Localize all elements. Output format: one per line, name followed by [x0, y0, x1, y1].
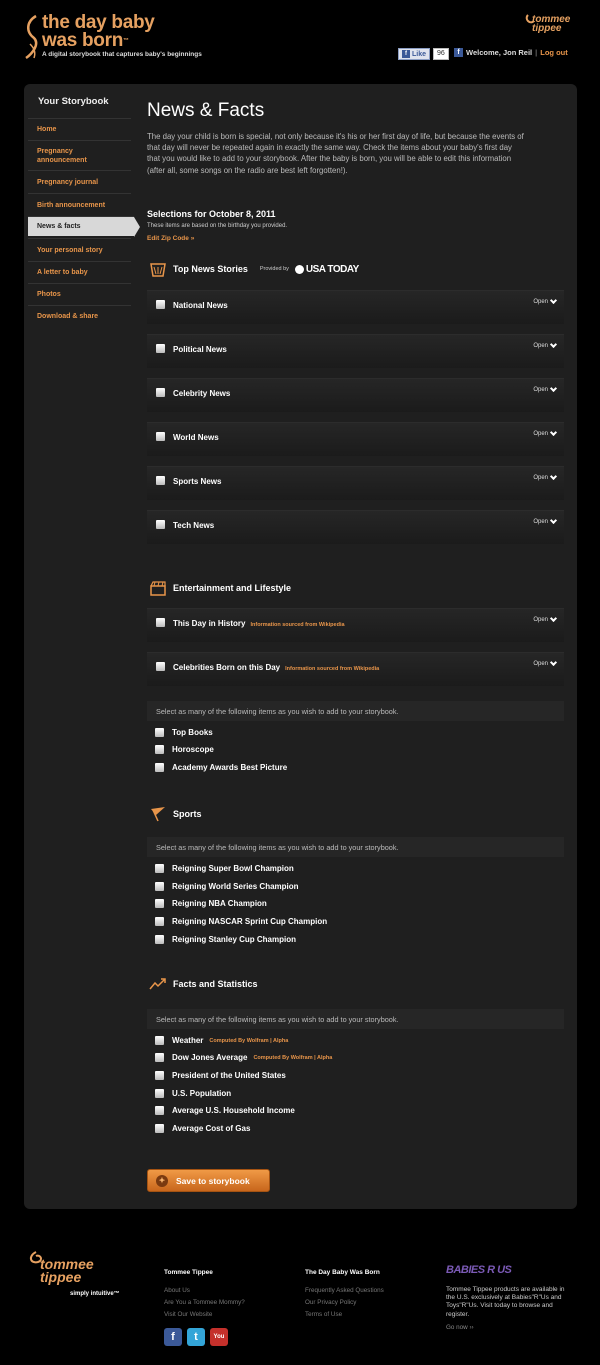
select-hint: Select as many of the following items as you wish to add to your storybook.	[147, 701, 564, 721]
sidebar-item-pregnancy-journal[interactable]	[28, 170, 131, 193]
chevron-down-icon	[550, 385, 557, 392]
logo-tagline: A digital storybook that captures baby's beginnings	[42, 51, 202, 58]
brand-line2: tippee	[40, 1269, 82, 1285]
checkbox[interactable]	[155, 728, 164, 737]
sidebar-title: Your Storybook	[38, 96, 109, 107]
sidebar-item-label: Your personal story	[37, 246, 103, 254]
brand-line1: tommee	[532, 14, 571, 25]
sidebar-item-letter-to-baby[interactable]	[28, 261, 131, 283]
facebook-icon: f	[454, 48, 463, 57]
news-row-sports[interactable]	[147, 466, 564, 500]
sidebar-item-label: Home	[37, 126, 57, 133]
open-toggle[interactable]	[533, 299, 556, 305]
footer-link-terms[interactable]: Terms of Use	[305, 1311, 343, 1318]
footer-tommee-tippee-logo[interactable]	[26, 1250, 94, 1285]
sidebar-item-pregnancy-announcement[interactable]	[28, 140, 131, 170]
sidebar-item-download-share[interactable]	[28, 305, 131, 327]
footer-link-about[interactable]: About Us	[164, 1287, 190, 1294]
item-label: Reigning Super Bowl Champion	[172, 864, 294, 873]
open-label: Open	[533, 475, 548, 481]
item-world-series[interactable]	[155, 882, 299, 891]
open-label: Open	[533, 617, 548, 623]
item-label: Horoscope	[172, 745, 214, 754]
separator: |	[535, 48, 538, 57]
logout-link[interactable]: Log out	[540, 48, 568, 57]
item-academy-awards[interactable]	[155, 763, 287, 772]
open-toggle[interactable]	[533, 475, 556, 481]
item-cost-of-gas[interactable]	[155, 1124, 250, 1133]
babies-r-us-text: Tommee Tippee products are available in the U.S. exclusively at Babies"R"Us and Toys"R"Us. Visit today to browse and register.	[446, 1286, 565, 1318]
selections-title: Selections for October 8, 2011	[147, 209, 276, 219]
row-label: This Day in History	[173, 619, 246, 628]
open-label: Open	[533, 387, 548, 393]
item-nba[interactable]	[155, 899, 267, 908]
sidebar-item-news-facts[interactable]	[28, 216, 134, 236]
save-label: Save to storybook	[176, 1175, 250, 1186]
item-label: Academy Awards Best Picture	[172, 763, 288, 772]
source-note: Information sourced from Wikipedia	[250, 622, 345, 628]
footer-link-privacy[interactable]: Our Privacy Policy	[305, 1299, 357, 1306]
item-weather[interactable]	[155, 1036, 288, 1045]
provider-name: USA TODAY	[305, 263, 359, 275]
checkbox[interactable]	[155, 1053, 164, 1062]
go-now-link[interactable]: Go now ››	[446, 1324, 474, 1331]
news-row-national[interactable]	[147, 290, 564, 324]
item-president[interactable]	[155, 1071, 286, 1080]
chevron-down-icon	[550, 615, 557, 622]
footer-col2-title: The Day Baby Was Born	[305, 1269, 380, 1276]
footer-link-faq[interactable]: Frequently Asked Questions	[305, 1287, 384, 1294]
select-hint: Select as many of the following items as you wish to add to your storybook.	[147, 837, 564, 857]
open-toggle[interactable]	[533, 519, 556, 525]
item-top-books[interactable]	[155, 728, 213, 737]
row-label: Political News	[173, 345, 227, 354]
sidebar-item-label: News & facts	[37, 223, 81, 230]
babies-r-us-logo[interactable]: BABIES R US	[446, 1264, 512, 1276]
item-label: Reigning World Series Champion	[172, 882, 299, 891]
twitter-glyph: t	[194, 1331, 198, 1343]
item-label: Dow Jones Average	[172, 1053, 248, 1062]
site-logo-title[interactable]	[42, 14, 155, 50]
youtube-glyph: You	[213, 1334, 225, 1340]
checkbox[interactable]	[155, 1106, 164, 1115]
row-label: National News	[173, 301, 228, 310]
item-household-income[interactable]	[155, 1106, 295, 1115]
section-title: Top News Stories	[173, 264, 248, 274]
intro-text: The day your child is born is special, not only because it's his or her first day of life, but because the events of that day will never be repeated again in exactly the same way. Check the items about your baby's first day that you would like to add to your storybook. After the baby is born, you will be able to edit this information (after all, some songs on the radio are best left forgotten!).	[147, 132, 524, 175]
row-label: Celebrities Born on this Day	[173, 663, 281, 672]
open-label: Open	[533, 343, 548, 349]
item-label: U.S. Population	[172, 1089, 232, 1098]
checkbox[interactable]	[155, 917, 164, 926]
source-note: Information sourced from Wikipedia	[285, 666, 380, 672]
facebook-like-widget[interactable]	[398, 48, 449, 60]
logo-tm: ™	[123, 38, 129, 44]
checkbox[interactable]	[156, 344, 165, 353]
item-label: Reigning Stanley Cup Champion	[172, 935, 297, 944]
chevron-down-icon	[550, 429, 557, 436]
row-label: Tech News	[173, 521, 215, 530]
checkbox[interactable]	[155, 763, 164, 772]
sports-header	[149, 805, 202, 823]
source-note: Computed By Wolfram | Alpha	[253, 1054, 333, 1061]
usa-today-logo	[295, 264, 359, 275]
news-row-tech[interactable]	[147, 510, 564, 544]
item-population[interactable]	[155, 1089, 231, 1098]
select-hint: Select as many of the following items as you wish to add to your storybook.	[147, 1009, 564, 1029]
checkbox[interactable]	[155, 864, 164, 873]
footer-link-tommee-mommy[interactable]: Are You a Tommee Mommy?	[164, 1299, 245, 1306]
sidebar-item-label: Photos	[37, 291, 61, 298]
source-note: Computed By Wolfram | Alpha	[209, 1037, 289, 1044]
checkbox[interactable]	[156, 388, 165, 397]
chevron-down-icon	[550, 341, 557, 348]
news-row-celebrity[interactable]	[147, 378, 564, 412]
section-title: Facts and Statistics	[173, 979, 258, 989]
logo-line2: was born	[42, 30, 124, 51]
open-toggle[interactable]	[533, 431, 556, 437]
youtube-icon[interactable]	[210, 1328, 228, 1346]
item-label: Reigning NASCAR Sprint Cup Champion	[172, 917, 328, 926]
checkbox[interactable]	[155, 899, 164, 908]
entertainment-header	[149, 580, 291, 596]
open-label: Open	[533, 431, 548, 437]
checkbox[interactable]	[156, 520, 165, 529]
item-horoscope[interactable]	[155, 745, 214, 754]
facebook-icon[interactable]	[164, 1328, 182, 1346]
section-title: Sports	[173, 809, 202, 819]
logo-line1: the day baby	[42, 12, 155, 33]
newspaper-bucket-icon	[149, 261, 167, 277]
page-title: News & Facts	[147, 100, 265, 121]
sidebar-item-label: A letter to baby	[37, 269, 88, 276]
like-button[interactable]	[398, 48, 430, 60]
like-count: 96	[433, 48, 449, 60]
clapperboard-icon	[149, 580, 167, 596]
user-welcome	[454, 48, 568, 57]
facebook-glyph: f	[171, 1331, 175, 1343]
open-label: Open	[533, 661, 548, 667]
open-label: Open	[533, 519, 548, 525]
tommee-tippee-logo[interactable]	[522, 9, 578, 48]
open-toggle[interactable]	[533, 617, 556, 623]
checkbox[interactable]	[155, 935, 164, 944]
item-label: Average U.S. Household Income	[172, 1106, 295, 1115]
row-label: Celebrity News	[173, 389, 231, 398]
sidebar-item-home[interactable]	[28, 118, 131, 140]
edit-zip-link[interactable]: Edit Zip Code »	[147, 235, 195, 242]
item-stanley-cup[interactable]	[155, 935, 296, 944]
checkbox[interactable]	[155, 882, 164, 891]
entertainment-row-history[interactable]	[147, 608, 564, 642]
item-label: President of the United States	[172, 1071, 286, 1080]
open-toggle[interactable]	[533, 343, 556, 349]
chevron-down-icon	[550, 297, 557, 304]
like-label: Like	[412, 50, 427, 58]
checkbox[interactable]	[156, 432, 165, 441]
checkbox[interactable]	[156, 662, 165, 671]
chevron-down-icon	[550, 659, 557, 666]
sidebar-item-label: Pregnancy announcement	[37, 147, 87, 164]
checkbox[interactable]	[156, 476, 165, 485]
entertainment-row-celebrities[interactable]	[147, 652, 564, 686]
brand-line1: tommee	[40, 1256, 94, 1272]
brand-line2: tippee	[532, 23, 562, 34]
checkbox[interactable]	[156, 300, 165, 309]
sidebar-item-label: Download & share	[37, 313, 99, 320]
item-label: Average Cost of Gas	[172, 1124, 251, 1133]
open-label: Open	[533, 299, 548, 305]
item-super-bowl[interactable]	[155, 864, 294, 873]
sidebar-item-birth-announcement[interactable]	[28, 193, 131, 216]
item-label: Top Books	[172, 728, 213, 737]
sidebar-item-photos[interactable]	[28, 283, 131, 305]
checkbox[interactable]	[155, 1124, 164, 1133]
section-title: Entertainment and Lifestyle	[173, 583, 292, 593]
item-nascar[interactable]	[155, 917, 327, 926]
footer-slogan: simply intuitive™	[70, 1291, 120, 1297]
welcome-text: Welcome, Jon Reil	[466, 48, 533, 57]
item-label: Reigning NBA Champion	[172, 899, 267, 908]
top-news-header	[149, 261, 359, 277]
news-row-political[interactable]	[147, 334, 564, 368]
usa-today-dot-icon	[295, 265, 304, 274]
item-dow-jones[interactable]	[155, 1053, 332, 1062]
facebook-thumb-icon: f	[402, 50, 410, 58]
trend-line-icon	[149, 977, 167, 991]
item-label: Weather	[172, 1036, 204, 1045]
sidebar-item-label: Birth announcement	[37, 201, 106, 209]
sidebar-item-personal-story[interactable]	[28, 238, 131, 261]
chevron-down-icon	[550, 473, 557, 480]
pacifier-icon: ✦	[156, 1175, 168, 1187]
row-label: World News	[173, 433, 219, 442]
logo-swirl-icon	[22, 14, 44, 60]
row-label: Sports News	[173, 477, 222, 486]
footer-col1-title: Tommee Tippee	[164, 1269, 213, 1276]
save-to-storybook-button[interactable]	[147, 1169, 270, 1192]
chevron-down-icon	[550, 517, 557, 524]
facts-header	[149, 977, 258, 991]
open-toggle[interactable]	[533, 661, 556, 667]
sidebar-item-label: Pregnancy journal	[37, 178, 99, 186]
open-toggle[interactable]	[533, 387, 556, 393]
provided-by-label: Provided by	[259, 266, 289, 272]
news-row-world[interactable]	[147, 422, 564, 456]
checkbox[interactable]	[155, 1089, 164, 1098]
twitter-icon[interactable]	[187, 1328, 205, 1346]
footer-link-website[interactable]: Visit Our Website	[164, 1311, 213, 1318]
checkbox[interactable]	[155, 1036, 164, 1045]
pennant-icon	[149, 805, 167, 823]
checkbox[interactable]	[156, 618, 165, 627]
selections-note: These items are based on the birthday you provided.	[147, 223, 288, 229]
checkbox[interactable]	[155, 745, 164, 754]
checkbox[interactable]	[155, 1071, 164, 1080]
